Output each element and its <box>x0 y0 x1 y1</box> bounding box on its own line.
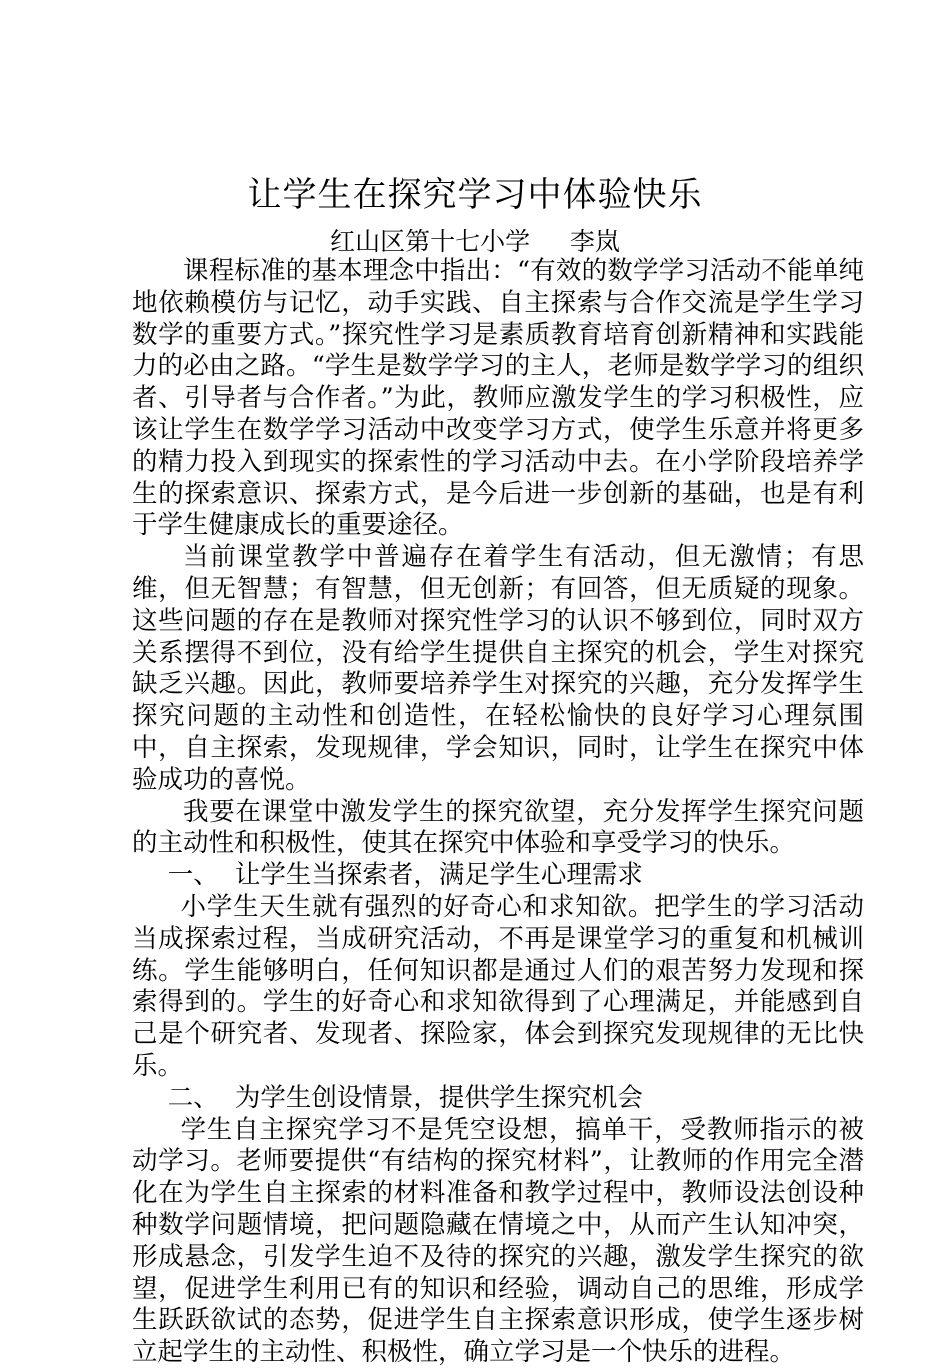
document-title: 让学生在探究学习中体验快乐 <box>247 175 703 215</box>
section-text-1: 小学生天生就有强烈的好奇心和求知欲。把学生的学习活动当成探索过程，当成研究活动，不再是课堂学习的重复和机械训练。学生能够明白，任何知识都是通过人们的艰苦努力发现和探索得到的。学生的好奇心和求知欲得到了心理满足，并能感到自己是个研究者、发现者、探险家，体会到探究发现规律的无比快乐。 <box>132 891 864 1081</box>
document-body <box>132 256 864 1369</box>
section-text-2: 学生自主探究学习不是凭空设想，搞单干，受教师指示的被动学习。老师要提供“有结构的探究材料”，让教师的作用完全潜化在为学生自主探索的材料准备和教学过程中，教师设法创设种种数学问题情境，把问题隐藏在情境之中，从而产生认知冲突，形成悬念，引发学生迫不及待的探究的兴趣，激发学生探究的欲望，促进学生利用已有的知识和经验，调动自己的思维，形成学生跃跃欲试的态势，促进学生自主探索意识形成，使学生逐步树立起学生的主动性、积极性，确立学习是一个快乐的进程。 <box>132 1114 864 1368</box>
paragraph-current-problems: 当前课堂教学中普遍存在着学生有活动，但无激情；有思维，但无智慧；有智慧，但无创新；有回答，但无质疑的现象。这些问题的存在是教师对探究性学习的认识不够到位，同时双方关系摆得不到位，没有给学生提供自主探究的机会，学生对探究缺乏兴趣。因此，教师要培养学生对探究的兴趣，充分发挥学生探究问题的主动性和创造性，在轻松愉快的良好学习心理氛围中，自主探索，发现规律，学会知识，同时，让学生在探究中体验成功的喜悦。 <box>132 542 864 795</box>
paragraph-intro: 课程标准的基本理念中指出：“有效的数学学习活动不能单纯地依赖模仿与记忆，动手实践、自主探索与合作交流是学生学习数学的重要方式。”探究性学习是素质教育培育创新精神和实践能力的必由之路。“学生是数学学习的主人，老师是数学学习的组织者、引导者与合作者。”为此，教师应激发学生的学习积极性，应该让学生在数学学习活动中改变学习方式，使学生乐意并将更多的精力投入到现实的探索性的学习活动中去。在小学阶段培养学生的探索意识、探索方式，是今后进一步创新的基础，也是有利于学生健康成长的重要途径。 <box>132 256 864 541</box>
section-heading-2: 二、 为学生创设情景，提供学生探究机会 <box>167 1082 643 1113</box>
section-heading-1: 一、 让学生当探索者，满足学生心理需求 <box>167 860 643 891</box>
paragraph-goal: 我要在课堂中激发学生的探究欲望，充分发挥学生探究问题的主动性和积极性，使其在探究中体验和享受学习的快乐。 <box>132 796 864 859</box>
author-line: 红山区第十七小学 李岚 <box>330 227 620 256</box>
